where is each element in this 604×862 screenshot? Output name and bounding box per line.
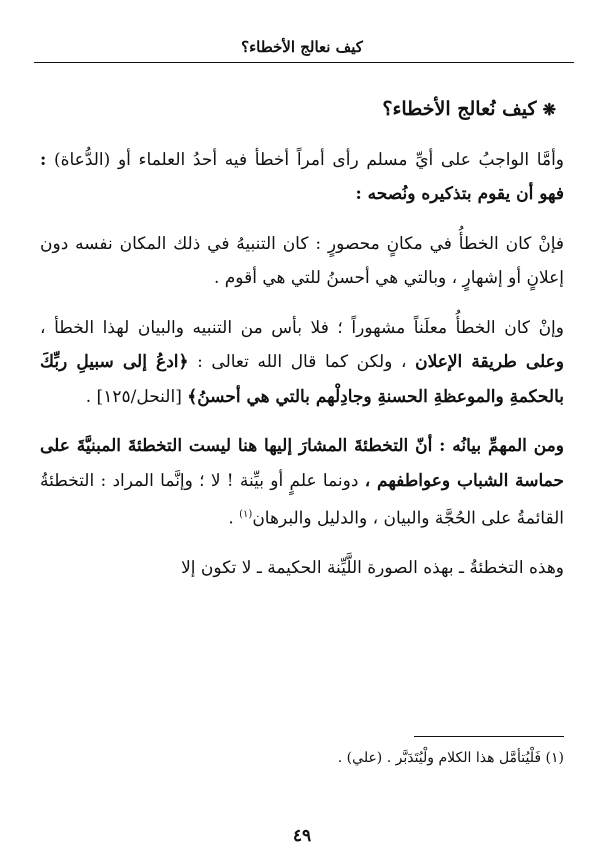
star-icon: ❋ [542,100,556,119]
paragraph-3-text: وإنْ كان الخطأُ معلَناً مشهوراً ؛ فلا بأس من التنبيه والبيان لهذا الخطأ ، [40,317,564,338]
quran-quote: ﴿ادعُ إلى سبيلِ ربِّكَ بالحكمةِ والموعظةِ الحسنةِ وجادِلْهم بالتي هي أحسنُ﴾ [40,352,564,407]
section-heading [40,92,564,128]
paragraph-1-bold: : فهو أن يقوم بتذكيره ونُصحه : [40,149,564,204]
paragraph-4-bold: ومن المهمِّ بيانُه : أنّ التخطئةَ المشارَ إليها هنا ليست التخطئةَ المبنيَّةَ على حماسة الشباب وعواطفهم ، [40,436,564,491]
paragraph-4-end: . [228,508,234,529]
paragraph-3-bold: وعلى طريقة الإعلان [415,352,565,372]
paragraph-3-text-2: ، ولكن كما قال الله تعالى : [197,352,407,372]
footnote-marker[interactable]: (١) [239,509,253,520]
body-text [40,92,564,601]
paragraph-4 [40,429,564,536]
paragraph-5: وهذه التخطئةُ ـ بهذه الصورة اللَّيِّنة الحكيمة ـ لا تكون إلا [181,558,564,579]
paragraph-3 [40,311,564,415]
footnote-rule [414,736,564,737]
paragraph-1-text: وأمَّا الواجبُ على أيِّ مسلم رأى أمراً أخطأ فيه أحدُ العلماء أو (الدُّعاة) [53,149,564,170]
running-header: كيف نعالج الأخطاء؟ [241,38,363,56]
paragraph-4-text: دونما علمٍ أو بيِّنة ! لا ؛ وإنَّما المراد : التخطئةُ القائمةُ على الحُجَّة والبيان ، والدليل والبرهان [40,470,564,529]
page-number: ٤٩ [292,826,312,846]
footnote: (١) فَلْيُتأمَّل هذا الكلام ولْيُتَدَبَّر . (علي) . [337,750,564,766]
section-heading-text: كيف نُعالج الأخطاء؟ [382,98,537,120]
header-rule [34,62,574,63]
paragraph-1 [40,143,564,212]
paragraph-2: فإنْ كان الخطأُ في مكانٍ محصورٍ : كان التنبيهُ في ذلك المكان نفسه دون إعلانٍ أو إشهارٍ ، وبالتي هي أحسنُ للتي هي أقوم . [40,233,564,288]
quran-reference: [النحل/١٢٥] . [85,386,182,407]
